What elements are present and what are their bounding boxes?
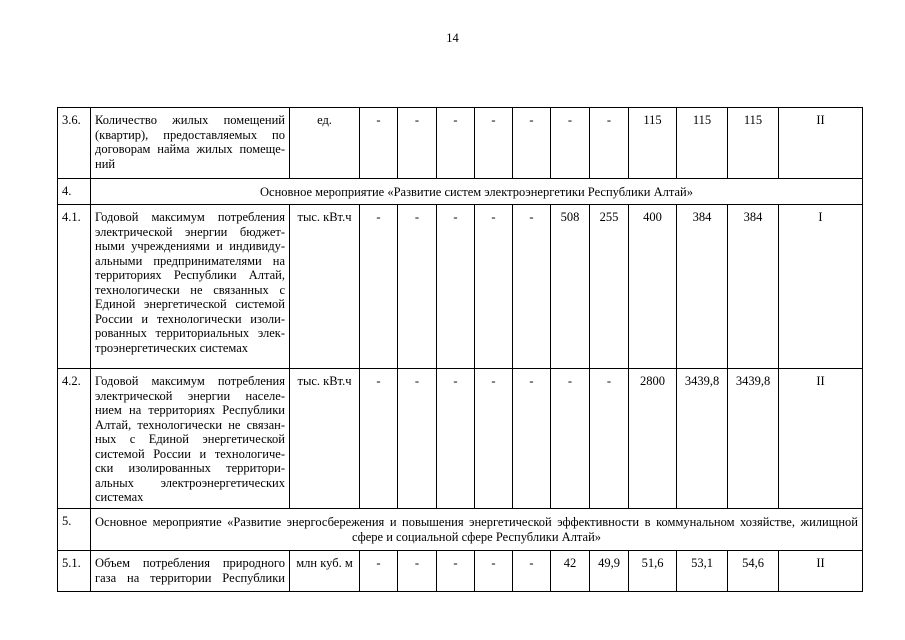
value-cell: - (513, 551, 551, 592)
section-row (58, 509, 863, 551)
indicator-name-line: России и технологически изоли- (95, 311, 285, 326)
indicator-name-line: (квартир), предоставляемых по (95, 127, 285, 142)
section-title-line: Основное мероприятие «Развитие систем электроэнергетики Республики Алтай» (260, 185, 693, 199)
value-cell: - (398, 369, 437, 509)
unit-of-measure: ед. (290, 108, 360, 179)
row-number: 3.6. (58, 108, 91, 179)
indicator-name-line: Годовой максимум потребления (95, 374, 285, 388)
indicator-name-line: ных с Единой энергетической (95, 432, 285, 446)
value-cell: - (475, 369, 513, 509)
value-cell: - (360, 551, 398, 592)
value-cell: - (513, 205, 551, 369)
indicator-name-line: ски изолированных территори- (95, 461, 285, 475)
indicator-name-line: ний (95, 156, 116, 171)
final-cell: II (779, 108, 863, 179)
value-cell: - (475, 551, 513, 592)
value-cell: - (475, 108, 513, 179)
indicator-name-line: договорам найма жилых помеще- (95, 142, 285, 156)
value-cell: 2800 (629, 369, 677, 509)
indicators-table (57, 107, 863, 592)
unit-of-measure: млн куб. м (290, 551, 360, 592)
value-cell: 3439,8 (677, 369, 728, 509)
value-cell: - (360, 369, 398, 509)
unit-of-measure: тыс. кВт.ч (290, 369, 360, 509)
value-cell: 3439,8 (728, 369, 779, 509)
value-cell: - (590, 369, 629, 509)
indicator-name-line: Количество жилых помещений (95, 113, 285, 127)
indicator-name-line: Алтай, технологически не связан- (95, 417, 285, 432)
row-number: 4.1. (58, 205, 91, 369)
indicator-name-line: альных электроэнергетических (95, 475, 285, 490)
indicator-name-line: рованных территориальных элек- (95, 326, 285, 340)
value-cell: - (360, 205, 398, 369)
indicator-name-line: электрической энергии населе- (95, 388, 285, 403)
section-title (91, 509, 863, 551)
value-cell: 115 (629, 108, 677, 179)
value-cell: - (437, 551, 475, 592)
row-number: 4.2. (58, 369, 91, 509)
final-cell: II (779, 551, 863, 592)
unit-of-measure: тыс. кВт.ч (290, 205, 360, 369)
value-cell: 508 (551, 205, 590, 369)
value-cell: 54,6 (728, 551, 779, 592)
indicator-name-line: электрической энергии бюджет- (95, 224, 285, 239)
page-number: 14 (446, 31, 459, 45)
indicator-name-line: системах (95, 490, 144, 504)
table-row (58, 205, 863, 369)
value-cell: 400 (629, 205, 677, 369)
indicator-name (91, 205, 290, 369)
indicator-name (91, 108, 290, 179)
indicator-name-line: территориях Республики Алтай, (95, 268, 285, 282)
indicator-name-line: нием на территориях Республики (95, 403, 285, 417)
value-cell: - (398, 205, 437, 369)
value-cell: 49,9 (590, 551, 629, 592)
value-cell: 255 (590, 205, 629, 369)
indicator-name-line: системой России и технологиче- (95, 446, 285, 461)
indicator-name-line: Годовой максимум потребления (95, 210, 285, 224)
section-title (91, 179, 863, 205)
row-number: 4. (58, 179, 91, 205)
indicator-name-line: Единой энергетической системой (95, 297, 285, 311)
value-cell: - (590, 108, 629, 179)
row-number: 5.1. (58, 551, 91, 592)
value-cell: - (398, 551, 437, 592)
value-cell: - (475, 205, 513, 369)
value-cell: 384 (728, 205, 779, 369)
table-row (58, 108, 863, 179)
indicator-name-line: Объем потребления природного (95, 556, 285, 570)
value-cell: 115 (728, 108, 779, 179)
indicator-name-line: газа на территории Республики (95, 570, 285, 585)
indicator-name (91, 369, 290, 509)
table-row (58, 369, 863, 509)
value-cell: - (513, 369, 551, 509)
indicator-name-line: технологически не связанных с (95, 282, 285, 297)
row-number: 5. (58, 509, 91, 551)
value-cell: - (551, 108, 590, 179)
value-cell: - (513, 108, 551, 179)
value-cell: 115 (677, 108, 728, 179)
indicator-name-line: троэнергетических системах (95, 340, 249, 355)
section-title-line: сфере и социальной сфере Республики Алтай» (351, 530, 602, 544)
value-cell: - (551, 369, 590, 509)
value-cell: - (437, 205, 475, 369)
value-cell: - (398, 108, 437, 179)
section-row (58, 179, 863, 205)
table-body (58, 108, 863, 592)
indicator-name-line: ными учреждениями и индивиду- (95, 239, 285, 253)
table-row (58, 551, 863, 592)
final-cell: I (779, 205, 863, 369)
value-cell: 53,1 (677, 551, 728, 592)
value-cell: - (437, 369, 475, 509)
value-cell: 384 (677, 205, 728, 369)
section-title-line: Основное мероприятие «Развитие энергосбережения и повышения энергетической эффективности в коммунальном хозяйстве, жилищной (95, 515, 858, 529)
value-cell: - (437, 108, 475, 179)
indicator-name-line: альными предпринимателями на (95, 253, 285, 268)
indicator-name (91, 551, 290, 592)
value-cell: 42 (551, 551, 590, 592)
value-cell: - (360, 108, 398, 179)
value-cell: 51,6 (629, 551, 677, 592)
final-cell: II (779, 369, 863, 509)
